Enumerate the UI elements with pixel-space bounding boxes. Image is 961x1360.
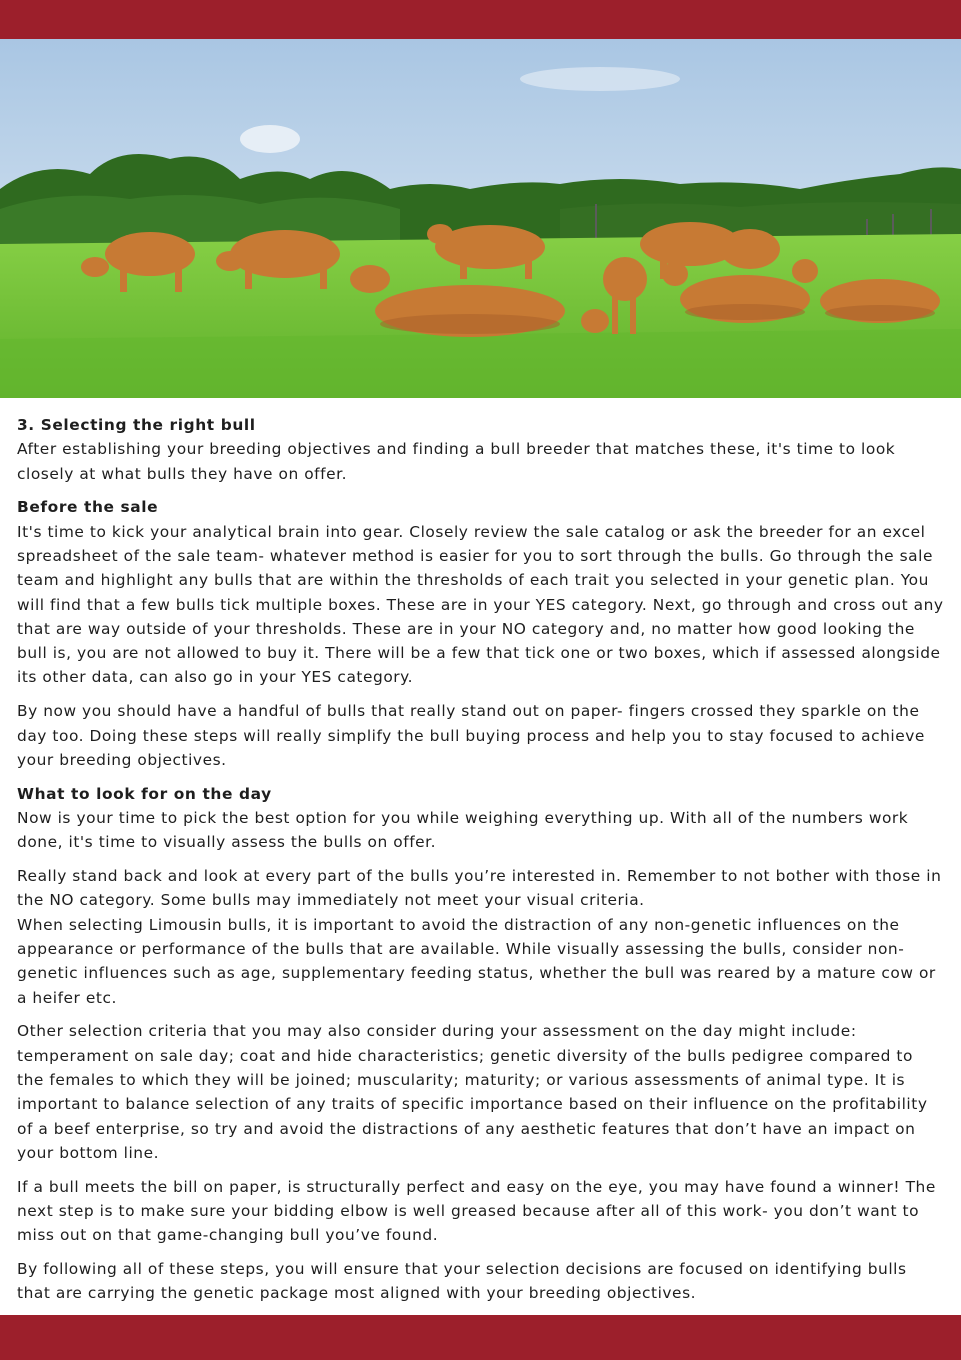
on-the-day-paragraph-2: Really stand back and look at every part of the bulls you’re interested in. Remember to not bother with those in the NO category. Some bulls may immediately not meet your visual criteria. — [17, 867, 942, 910]
bottom-banner — [0, 1315, 961, 1360]
on-the-day-paragraph-4: Other selection criteria that you may also consider during your assessment on the day might include: temperament on sale day; coat and hide characteristics; genetic diversity of the bulls pedigree compared to the females to which they will be joined; muscularity; maturity; or various assessments of animal type. It is important to balance selection of any traits of specific importance based on their influence on the profitability of a beef enterprise, so try and avoid the distractions of any aesthetic features that don’t have an impact on your bottom line. — [17, 1022, 928, 1162]
article-body — [17, 413, 945, 1315]
on-the-day-heading: What to look for on the day — [17, 784, 272, 803]
cattle-grazing-photo — [0, 39, 961, 398]
intro-paragraph: After establishing your breeding objectives and finding a bull breeder that matches these, it's time to look closely at what bulls they have on offer. — [17, 440, 896, 483]
on-the-day-paragraph-1: Now is your time to pick the best option for you while weighing everything up. With all of the numbers work done, it's time to visually assess the bulls on offer. — [17, 808, 909, 852]
section-heading: 3. Selecting the right bull — [17, 416, 256, 434]
top-banner — [0, 0, 961, 39]
on-the-day-paragraph-6: By following all of these steps, you will ensure that your selection decisions are focused on identifying bulls that are carrying the genetic package most aligned with your breeding objectives. — [17, 1260, 907, 1303]
before-sale-heading: Before the sale — [17, 498, 159, 517]
on-the-day-paragraph-3: When selecting Limousin bulls, it is important to avoid the distraction of any non-genetic influences on the appearance or performance of the bulls that are available. While visually assessing the bulls, consider non-genetic influences such as age, supplementary feeding status, whether the bull was reared by a mature cow or a heifer etc. — [17, 915, 936, 1007]
before-sale-paragraph-2: By now you should have a handful of bulls that really stand out on paper- fingers crossed they sparkle on the day too. Doing these steps will really simplify the bull buying process and help you to stay focused to achieve your breeding objectives. — [17, 702, 925, 769]
on-the-day-paragraph-5: If a bull meets the bill on paper, is structurally perfect and easy on the eye, you may have found a winner! The next step is to make sure your bidding elbow is well greased because after all of this work- you don’t want to miss out on that game-changing bull you’ve found. — [17, 1177, 936, 1245]
before-sale-paragraph-1: It's time to kick your analytical brain into gear. Closely review the sale catalog or ask the breeder for an excel spreadsheet of the sale team- whatever method is easier for you to sort through the bulls. Go through the sale team and highlight any bulls that are within the thresholds of each trait you selected in your genetic plan. You will find that a few bulls tick multiple boxes. These are in your YES category. Next, go through and cross out any that are way outside of your thresholds. These are in your NO category and, no matter how good looking the bull is, you are not allowed to buy it. There will be a few that tick one or two boxes, which if assessed alongside its other data, can also go in your YES category. — [17, 522, 944, 687]
